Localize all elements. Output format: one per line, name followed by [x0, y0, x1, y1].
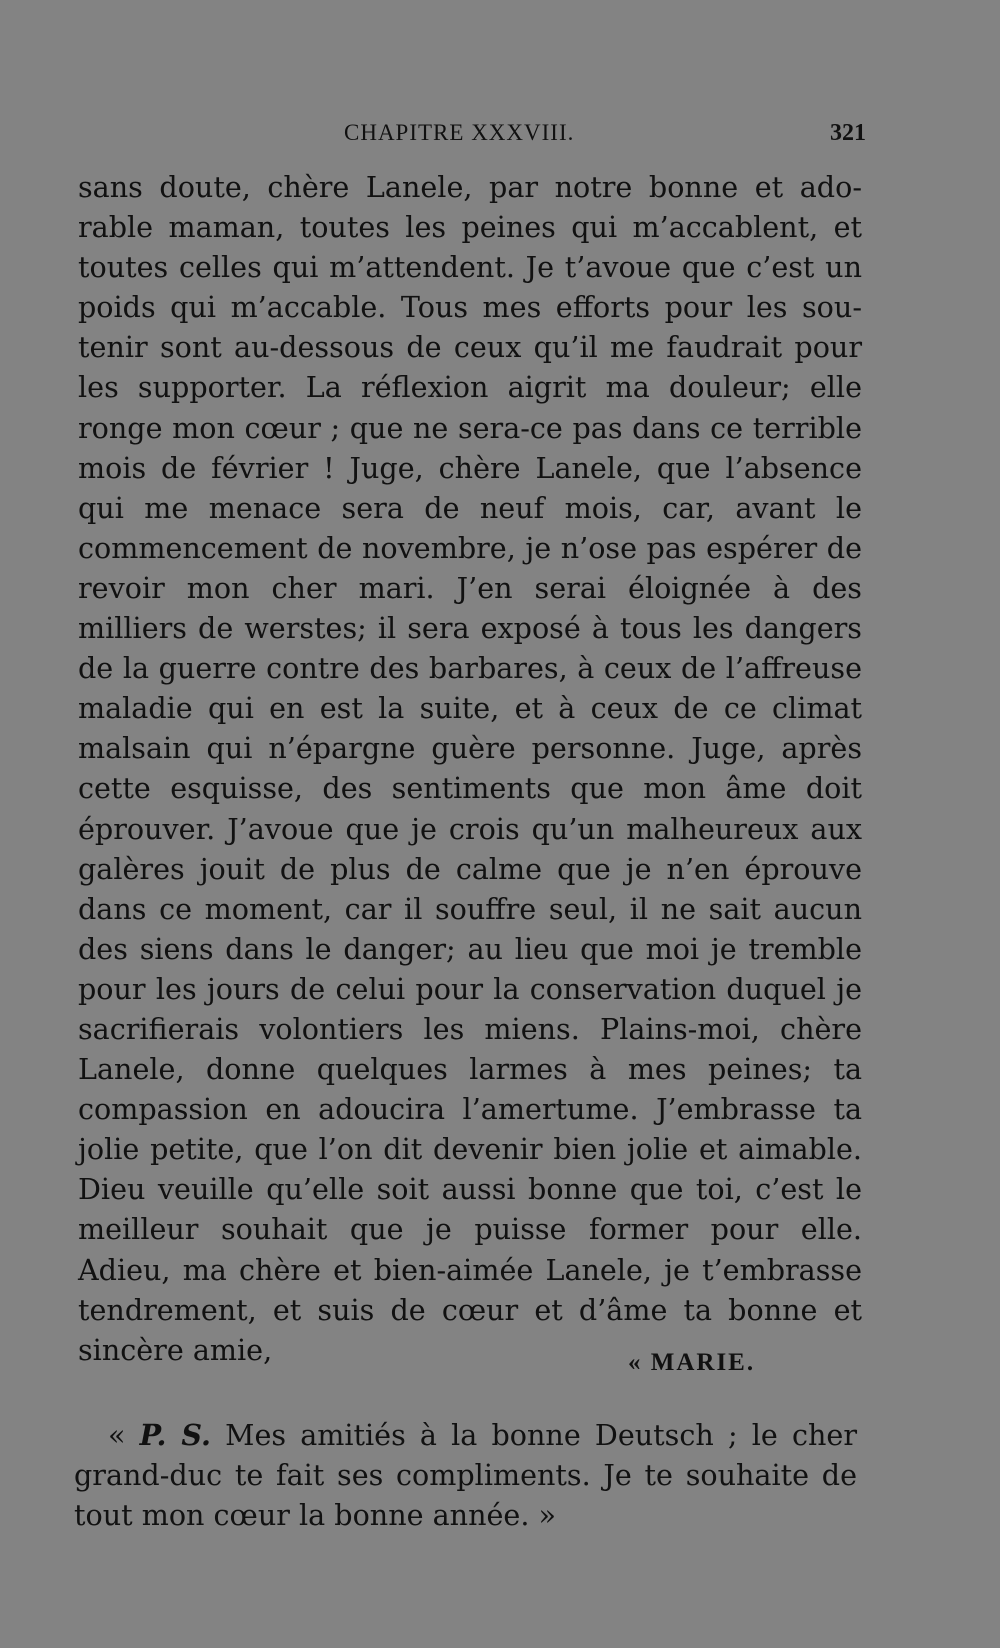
- letter-signature: « MARIE.: [628, 1349, 756, 1376]
- letter-paragraph: sans doute, chère Lanele, par notre bonne et adorable maman, toutes les peines qui m’accablent, et toutes celles qui m’attendent. Je t’avoue que c’est un poids qui m’accable. Tous mes efforts pour les soutenir sont au-dessous de ceux qu’il me faudrait pour les supporter. La réflexion aigrit ma douleur; elle ronge mon cœur ; que ne sera-ce pas dans ce terrible mois de février ! Juge, chère Lanele, que l’absence qui me menace sera de neuf mois, car, avant le commencement de novembre, je n’ose pas espérer de revoir mon cher mari. J’en serai éloignée à des milliers de werstes; il sera exposé à tous les dangers de la guerre contre des barbares, à ceux de l’affreuse maladie qui en est la suite, et à ceux de ce climat malsain qui n’épargne guère personne. Juge, après cette esquisse, des sentiments que mon âme doit éprouver. J’avoue que je crois qu’un malheureux aux galères jouit de plus de calme que je n’en éprouve dans ce moment, car il souffre seul, il ne sait aucun des siens dans le danger; au lieu que moi je tremble pour les jours de celui pour la conservation duquel je sacrifierais volontiers les miens. Plains-moi, chère Lanele, donne quelques larmes à mes peines; ta compassion en adoucira l’amertume. J’embrasse ta jolie petite, que l’on dit devenir bien jolie et aimable. Dieu veuille qu’elle soit aussi bonne que toi, c’est le meilleur souhait que je puisse former pour elle. Adieu, ma chère et bien-aimée Lanele, je t’embrasse tendrement, et suis de cœur et d’âme ta bonne et sincère amie,: [78, 170, 862, 1367]
- postscript-paragraph: [74, 1415, 857, 1535]
- postscript: [74, 1415, 857, 1535]
- running-head: [76, 118, 866, 158]
- postscript-label: P. S.: [139, 1418, 212, 1452]
- letter-body: [78, 167, 862, 1370]
- chapter-title: CHAPITRE XXXVIII.: [344, 120, 575, 145]
- page-number: 321: [830, 120, 866, 146]
- postscript-opening-quote: «: [108, 1418, 140, 1452]
- postscript-text: Mes amitiés à la bonne Deutsch ; le cher grand-duc te fait ses compliments. Je te souhaite de tout mon cœur la bonne année. »: [74, 1418, 857, 1533]
